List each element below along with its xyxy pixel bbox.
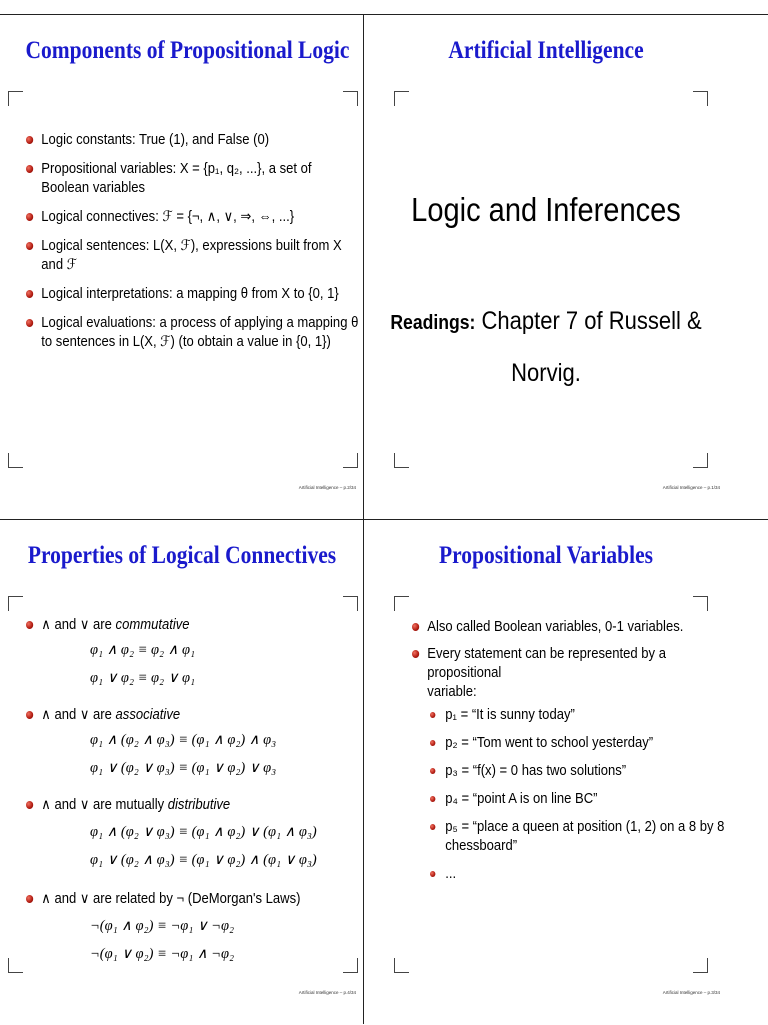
list-item: Also called Boolean variables, 0-1 variables. [412,618,733,637]
corner-mark [343,958,358,973]
bullet-icon [26,290,33,298]
corner-mark [693,596,708,611]
bullet-icon [26,319,33,327]
list-item: Every statement can be represented by a propositional variable: [412,645,733,702]
equation: φ₁ ∨ (φ₂ ∨ φ₃) ≡ (φ₁ ∨ φ₂) ∨ φ₃ [90,760,277,776]
bullet-icon [430,871,435,877]
bullet-icon [430,796,435,802]
property-group [26,796,354,815]
slide-title: Artificial Intelligence [448,37,644,64]
property-group [26,890,354,909]
slide-footer: Artificial Intelligence – p.4/34 [298,990,356,995]
bullet-icon [26,165,33,173]
equation: φ₁ ∨ φ₂ ≡ φ₂ ∨ φ₁ [90,670,196,686]
slide-footer: Artificial Intelligence – p.2/34 [298,485,356,490]
slide-components [0,15,364,520]
bullet-list [26,131,359,352]
bullet-list [412,618,718,702]
bullet-icon [26,213,33,221]
list-item: p₄ = “point A is on line BC” [430,790,733,809]
bullet-icon [412,623,419,631]
readings-line-2: Norvig. [511,359,581,387]
slide-properties [0,520,364,1025]
readings-line [386,307,706,336]
list-item: ∧ and ∨ are related by ¬ (DeMorgan's Laws) [26,890,369,909]
bullet-icon [26,242,33,250]
bullet-icon [430,824,435,830]
corner-mark [693,91,708,106]
list-item: ∧ and ∨ are mutually distributive [26,796,369,815]
corner-mark [394,91,409,106]
corner-mark [8,596,23,611]
list-item: Logic constants: True (1), and False (0) [26,131,369,150]
equation: φ₁ ∨ (φ₂ ∧ φ₃) ≡ (φ₁ ∨ φ₂) ∧ (φ₁ ∨ φ₃) [90,852,317,868]
equation: ¬(φ₁ ∨ φ₂) ≡ ¬φ₁ ∧ ¬φ₂ [90,946,235,962]
list-item: Logical evaluations: a process of applying a mapping θ to sentences in L(X, ℱ) (to obtain a value in {0, 1}) [26,314,369,352]
bullet-icon [430,740,435,746]
list-item: p₃ = “f(x) = 0 has two solutions” [430,762,733,781]
sub-bullet-list [430,706,725,884]
bullet-icon [430,768,435,774]
slide-propositional-variables [364,520,728,1025]
equation: φ₁ ∧ (φ₂ ∨ φ₃) ≡ (φ₁ ∧ φ₂) ∨ (φ₁ ∧ φ₃) [90,824,317,840]
readings-label: Readings: [390,312,476,334]
bullet-icon [26,801,33,809]
corner-mark [343,453,358,468]
list-item: Logical connectives: ℱ = {¬, ∧, ∨, ⇒, ⇔, ...} [26,208,369,227]
list-item: ∧ and ∨ are commutative [26,616,369,635]
corner-mark [8,958,23,973]
corner-mark [693,958,708,973]
corner-mark [343,596,358,611]
slide-footer: Artificial Intelligence – p.3/34 [662,990,720,995]
bullet-icon [26,136,33,144]
readings-text: Chapter 7 of Russell & [481,307,702,335]
subtitle: Logic and Inferences [411,191,681,228]
corner-mark [394,958,409,973]
list-item: Logical interpretations: a mapping θ from X to {0, 1} [26,285,369,304]
property-group [26,706,354,725]
list-item: ... [430,865,733,884]
property-group [26,616,354,635]
list-item: Propositional variables: X = {p₁, q₂, ...}, a set of Boolean variables [26,160,369,198]
bullet-icon [412,650,419,658]
list-item: p₁ = “It is sunny today” [430,706,733,725]
corner-mark [394,596,409,611]
slide-title: Properties of Logical Connectives [27,542,337,569]
list-item: p₂ = “Tom went to school yesterday” [430,734,733,753]
corner-mark [8,453,23,468]
list-item: p₅ = “place a queen at position (1, 2) on a 8 by 8 chessboard” [430,818,733,856]
bullet-icon [26,621,33,629]
list-item: Logical sentences: L(X, ℱ), expressions built from X and ℱ [26,237,369,275]
slide-title-page [364,15,728,520]
slide-title: Propositional Variables [438,542,654,569]
corner-mark [8,91,23,106]
corner-mark [693,453,708,468]
corner-mark [394,453,409,468]
equation: ¬(φ₁ ∧ φ₂) ≡ ¬φ₁ ∨ ¬φ₂ [90,918,235,934]
bullet-icon [430,712,435,718]
list-item: ∧ and ∨ are associative [26,706,369,725]
equation: φ₁ ∧ φ₂ ≡ φ₂ ∧ φ₁ [90,642,196,658]
bullet-icon [26,711,33,719]
bullet-icon [26,895,33,903]
equation: φ₁ ∧ (φ₂ ∧ φ₃) ≡ (φ₁ ∧ φ₂) ∧ φ₃ [90,732,277,748]
slide-footer: Artificial Intelligence – p.1/34 [662,485,720,490]
slide-title: Components of Propositional Logic [25,37,350,64]
corner-mark [343,91,358,106]
